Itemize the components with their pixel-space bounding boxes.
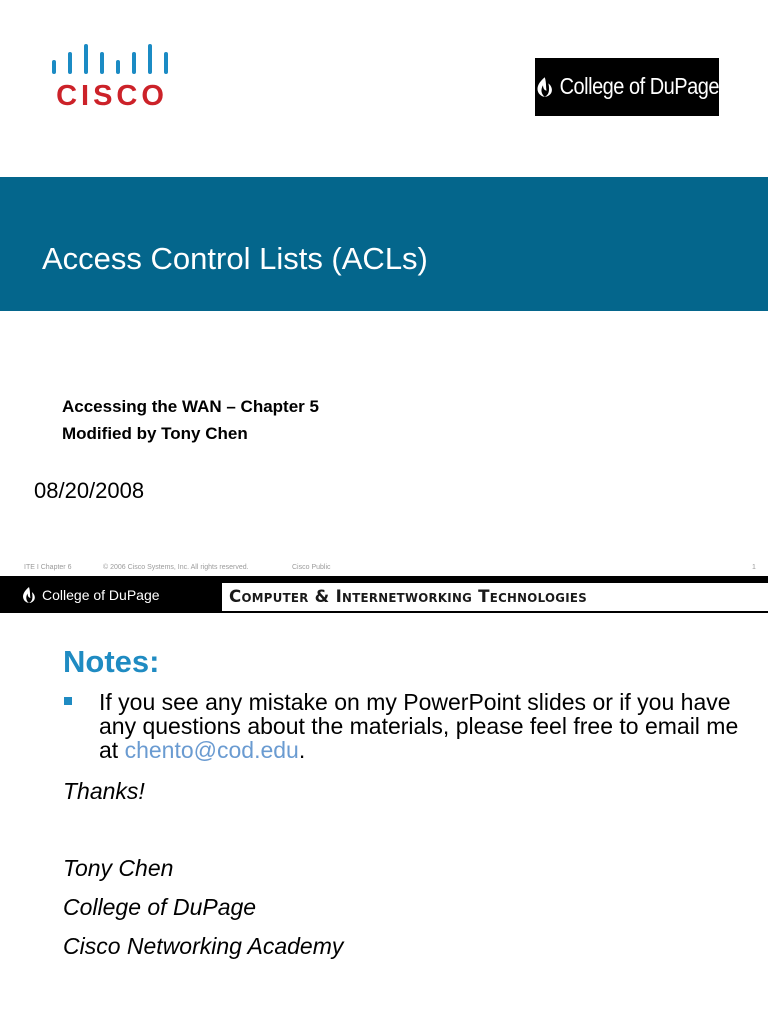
college-of-dupage-label: College of DuPage xyxy=(42,587,160,603)
cit-banner-text: Computer & Internetworking Technologies xyxy=(229,587,587,607)
subtitle-author: Modified by Tony Chen xyxy=(62,424,248,443)
signature-academy: Cisco Networking Academy xyxy=(63,933,344,959)
college-of-dupage-logo xyxy=(535,58,719,116)
bullet-text-main: If you see any mistake on my PowerPoint slides or if you have any questions about the materials, please feel free to email me at xyxy=(99,689,739,763)
footer-course: ITE I Chapter 6 xyxy=(24,564,72,571)
college-of-dupage-logo-small xyxy=(13,581,169,609)
notes-heading: Notes: xyxy=(63,644,160,679)
notes-bullet xyxy=(99,690,739,762)
square-bullet-icon xyxy=(64,697,72,705)
footer-classification: Cisco Public xyxy=(292,564,331,571)
bullet-text-end: . xyxy=(298,737,306,763)
cisco-logo xyxy=(50,44,174,110)
cisco-bars-icon xyxy=(50,44,174,78)
college-of-dupage-flame-icon xyxy=(21,586,37,604)
slide-date: 08/20/2008 xyxy=(34,478,145,503)
footer-page-number: 1 xyxy=(752,564,756,571)
college-of-dupage-flame-icon xyxy=(535,75,555,99)
cisco-wordmark: CISCO xyxy=(56,80,168,112)
email-link[interactable]: chento@cod.edu xyxy=(124,737,299,763)
signature-name: Tony Chen xyxy=(63,855,174,881)
thanks-text: Thanks! xyxy=(63,778,145,804)
cit-banner xyxy=(222,583,768,611)
slide-title: Access Control Lists (ACLs) xyxy=(42,241,428,276)
subtitle-chapter: Accessing the WAN – Chapter 5 xyxy=(62,397,319,416)
signature-school: College of DuPage xyxy=(63,894,257,920)
footer-copyright: © 2006 Cisco Systems, Inc. All rights reserved. xyxy=(103,564,249,571)
college-of-dupage-label: College of DuPage xyxy=(559,73,719,100)
